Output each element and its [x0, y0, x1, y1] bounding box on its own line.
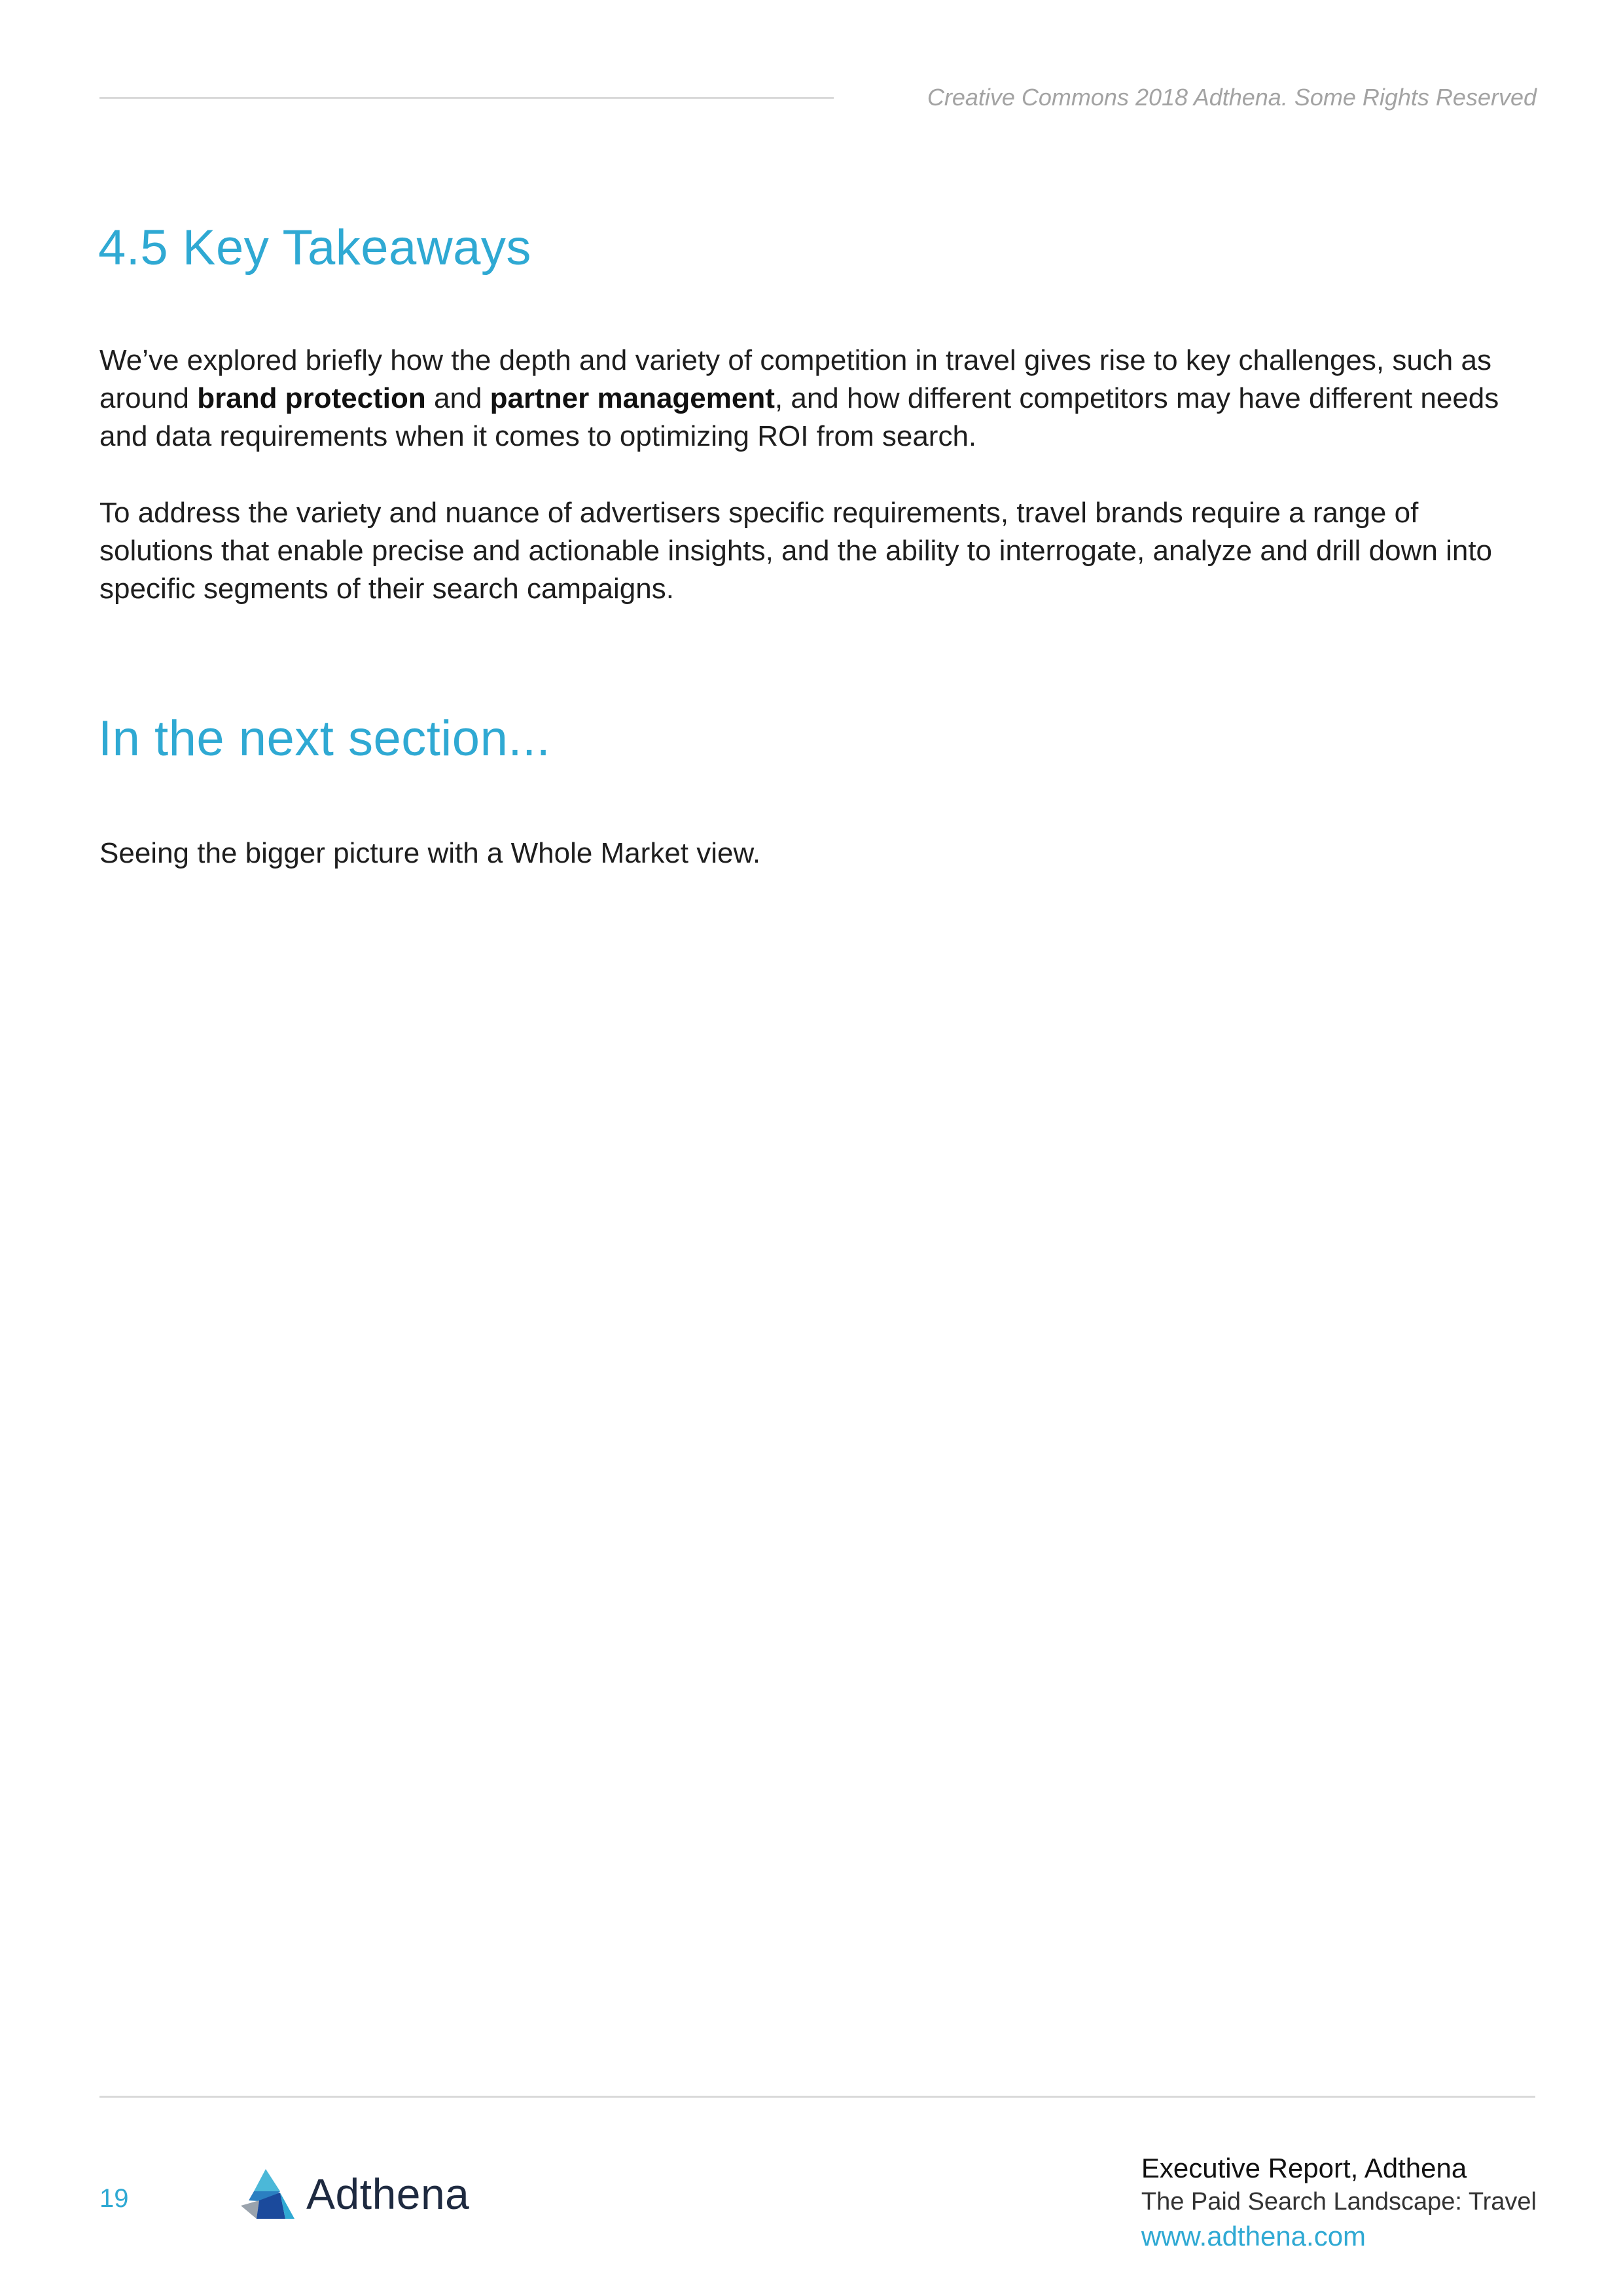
next-section-title: In the next section... [98, 711, 551, 766]
takeaways-paragraph-2: To address the variety and nuance of advertisers specific requirements, travel brands require a range of solutions that enable precise and actionable insights, and the ability to interrogate, analyze and drill down into specific segments of their search campaigns. [99, 497, 1493, 605]
p1-text-a: We’ve explored briefly how the depth and variety of competition in travel gives rise to key challenges, such as around [99, 344, 1491, 414]
brand-protection-term: brand protection [197, 382, 426, 414]
report-subtitle: The Paid Search Landscape: Travel [1141, 2188, 1537, 2215]
section-title: 4.5 Key Takeaways [98, 220, 531, 276]
page-number: 19 [99, 2184, 129, 2213]
takeaways-paragraph-1 [99, 342, 1539, 456]
adthena-logo-icon [240, 2168, 296, 2220]
header-divider [99, 97, 834, 99]
p1-text-b: and [425, 382, 490, 414]
logo-wordmark: Adthena [306, 2170, 470, 2218]
report-info [1141, 2151, 1537, 2255]
footer-divider [99, 2096, 1535, 2098]
adthena-logo [240, 2168, 469, 2220]
p1-text-c: , and how different competitors may have different needs and data requirements when it comes to optimizing ROI from search. [99, 382, 1499, 452]
website-link[interactable]: www.adthena.com [1141, 2221, 1366, 2251]
next-section-text: Seeing the bigger picture with a Whole Market view. [99, 837, 761, 869]
report-title: Executive Report, Adthena [1141, 2153, 1467, 2183]
partner-management-term: partner management [490, 382, 775, 414]
copyright-notice: Creative Commons 2018 Adthena. Some Rights Reserved [927, 84, 1537, 111]
